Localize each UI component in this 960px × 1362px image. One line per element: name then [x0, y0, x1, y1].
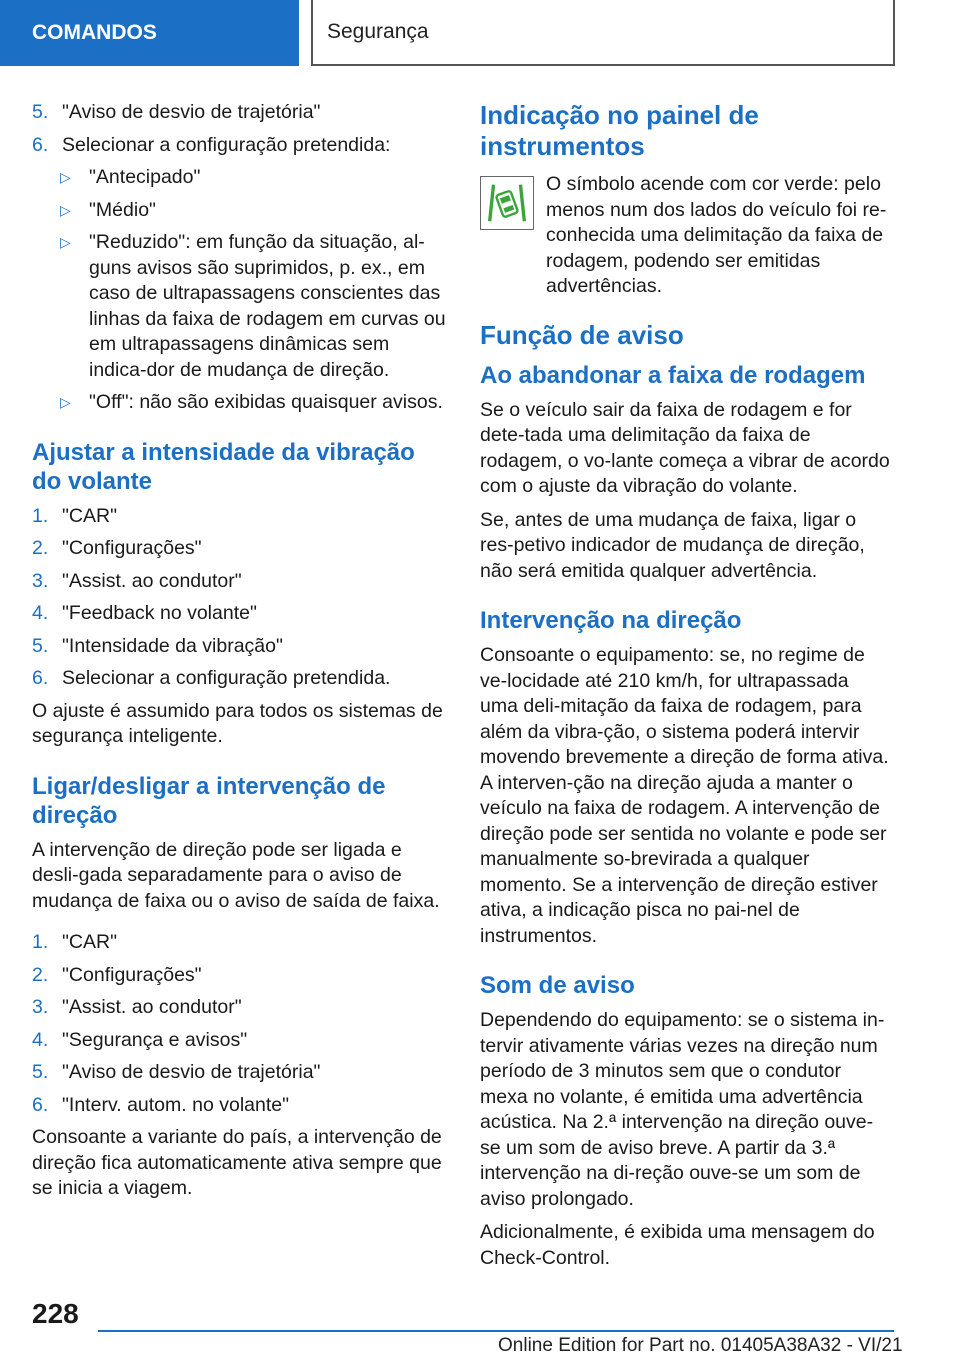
step-number: 6.: [32, 1093, 49, 1116]
heading-intervention: Intervenção na direção: [480, 607, 742, 634]
heading-warning-function: Função de aviso: [480, 319, 684, 350]
indicator-block: [480, 172, 890, 300]
list-item: [32, 995, 450, 1021]
heading-indicator: Indicação no painel de instrumentos: [480, 100, 759, 161]
paragraph-vibration: O ajuste é assumido para todos os sistemas de segurança inteligente.: [32, 699, 443, 747]
option-item: [32, 390, 450, 416]
triangle-bullet-icon: ▷: [60, 201, 71, 218]
heading-vibration: Ajustar a intensidade da vibração do volante: [32, 438, 415, 495]
step-text: "Assist. ao condutor": [62, 996, 242, 1018]
step-text: "CAR": [62, 931, 118, 953]
options-list: [32, 165, 450, 416]
triangle-bullet-icon: ▷: [60, 169, 71, 185]
option-item: [32, 198, 450, 224]
page-number: 228: [32, 1298, 79, 1329]
list-item: [32, 1028, 450, 1054]
step-number: 3.: [32, 569, 49, 592]
step-text: "Interv. autom. no volante": [62, 1093, 290, 1116]
list-item: [32, 666, 450, 692]
paragraph-indicator: O símbolo acende com cor verde: pelo menos num dos lados do veículo foi re-conhecida uma delimitação da faixa de rodagem, podendo ser emitidas advertências.: [546, 173, 887, 297]
step-text: "Configurações": [62, 963, 202, 986]
section-tab[interactable]: COMANDOS: [0, 0, 299, 66]
step-text: "Assist. ao condutor": [62, 569, 242, 592]
lane-keeping-icon-graphic: [481, 177, 533, 229]
step-text: "Configurações": [62, 537, 202, 559]
option-text: "Médio": [89, 198, 156, 221]
steps-list-a: [32, 100, 450, 158]
step-number: 2.: [32, 537, 49, 559]
step-number: 3.: [32, 996, 49, 1018]
step-text: Selecionar a configuração pretendida.: [62, 667, 391, 689]
option-text: "Reduzido": em função da situação, al-guns avisos são suprimidos, p. ex., em caso de ultrapassagens conscientes das linhas da faixa de rodagem em curvas ou em ultrapassagens dinâmicas sem indica-dor de mudança de direção.: [89, 231, 446, 381]
chapter-title: Segurança: [311, 0, 895, 66]
step-number: 6.: [32, 667, 49, 689]
paragraph-intervention: Consoante o equipamento: se, no regime de ve-locidade até 210 km/h, for ultrapassada uma deli-mitação da faixa de rodagem, para além da vibra-ção, o sistema poderá intervir movendo brevemente a direção de forma ativa. A interven-ção na direção ajuda a manter o veículo na faixa de rodagem. A intervenção de direção pode ser sentida no volante e pode ser manualmente so-brevirada a qualquer momento. Se a intervenção de direção estiver ativa, a indicação pisca no pai-nel de instrumentos.: [480, 644, 889, 947]
list-item: [32, 1060, 450, 1086]
triangle-bullet-icon: ▷: [60, 394, 71, 410]
step-text: "Aviso de desvio de trajetória": [62, 1061, 321, 1083]
list-item: [32, 1093, 450, 1119]
paragraph-sound-2: Adicionalmente, é exibida uma mensagem do Check-Control.: [480, 1221, 875, 1269]
paragraph-leaving-1: Se o veículo sair da faixa de rodagem e for dete-tada uma delimitação da faixa de rodagem, o vo-lante começa a vibrar de acordo com o ajuste da vibração do volante.: [480, 398, 890, 497]
steps-list-c: [32, 930, 450, 1118]
option-text: "Off": não são exibidas quaisquer avisos.: [89, 391, 443, 413]
list-item: [32, 930, 450, 956]
paragraph-country: Consoante a variante do país, a intervenção de direção fica automaticamente ativa sempre que se inicia a viagem.: [32, 1126, 442, 1199]
paragraph-onoff: A intervenção de direção pode ser ligada e desli-gada separadamente para o aviso de mudança de faixa ou o aviso de saída de faixa.: [32, 838, 440, 912]
steps-list-b: [32, 504, 450, 692]
step-text: Selecionar a configuração pretendida:: [62, 133, 391, 156]
step-text: "Segurança e avisos": [62, 1028, 248, 1051]
step-number: 5.: [32, 1061, 49, 1083]
step-number: 4.: [32, 602, 49, 624]
step-number: 5.: [32, 634, 49, 657]
footer-divider: [98, 1330, 894, 1332]
heading-sound: Som de aviso: [480, 972, 635, 999]
heading-onoff: Ligar/desligar a intervenção de direção: [32, 772, 386, 829]
left-column: [32, 100, 450, 1210]
list-item: [32, 536, 450, 562]
list-item: [32, 100, 450, 126]
list-item: [32, 601, 450, 627]
step-text: "CAR": [62, 504, 118, 527]
step-number: 1.: [32, 931, 49, 953]
paragraph-leaving-2: Se, antes de uma mudança de faixa, ligar o res-petivo indicador de mudança de direção, não será emitida qualquer advertência.: [480, 508, 865, 582]
step-text: "Aviso de desvio de trajetória": [62, 101, 321, 123]
list-item: [32, 569, 450, 595]
page-header: [0, 0, 960, 66]
option-item: [32, 230, 450, 383]
right-column: [480, 100, 890, 1279]
step-number: 1.: [32, 504, 49, 527]
step-number: 5.: [32, 101, 49, 123]
edition-text[interactable]: Online Edition for Part no. 01405A38A32 - VI/21: [498, 1335, 903, 1356]
paragraph-sound-1: Dependendo do equipamento: se o sistema in-tervir ativamente várias vezes na direção num período de 3 minutos sem que o condutor mexa no volante, é emitida uma advertência acústica. Na 2.ª intervenção na direção ouve-se um som de aviso breve. A partir da 3.ª intervenção na di-reção ouve-se um som de aviso prolongado.: [480, 1009, 885, 1210]
option-item: [32, 165, 450, 191]
triangle-bullet-icon: ▷: [60, 234, 71, 250]
step-text: "Intensidade da vibração": [62, 634, 283, 657]
step-number: 6.: [32, 133, 49, 156]
option-text: "Antecipado": [89, 166, 201, 188]
list-item: [32, 504, 450, 530]
step-text: "Feedback no volante": [62, 602, 257, 624]
list-item: [32, 963, 450, 989]
list-item: [32, 634, 450, 660]
heading-leaving-lane: Ao abandonar a faixa de rodagem: [480, 361, 866, 389]
lane-keeping-icon: [480, 176, 534, 230]
step-number: 2.: [32, 963, 49, 986]
step-number: 4.: [32, 1028, 49, 1051]
list-item: [32, 133, 450, 159]
